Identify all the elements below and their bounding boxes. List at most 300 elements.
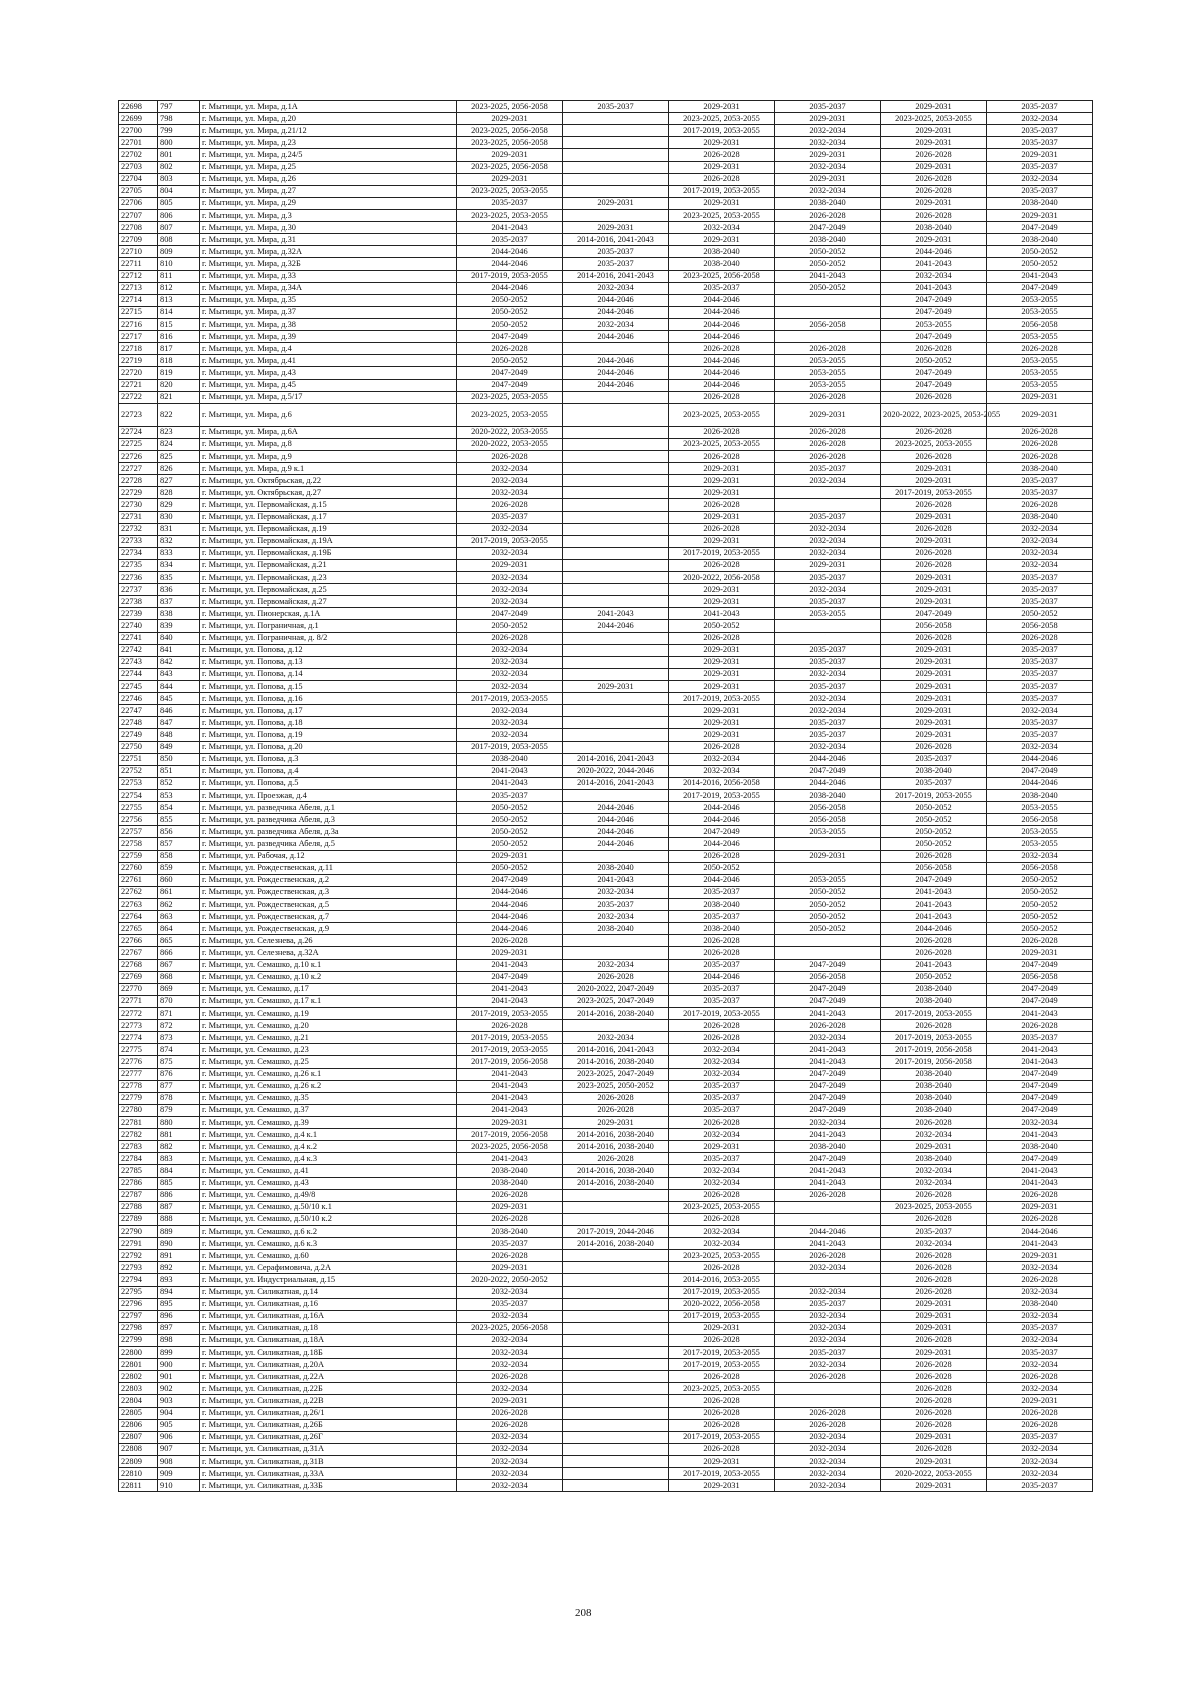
- table-row: [119, 185, 1093, 197]
- table-cell-id: 22780: [119, 1104, 158, 1116]
- table-cell-period-4: 2050-2052: [775, 923, 881, 935]
- table-cell-period-4: [775, 306, 881, 318]
- table-cell-period-5: 2029-2031: [881, 137, 987, 149]
- table-cell-period-2: 2032-2034: [563, 1032, 669, 1044]
- table-cell-period-4: 2047-2049: [775, 1068, 881, 1080]
- table-cell-period-1: 2017-2019, 2053-2055: [457, 1044, 563, 1056]
- table-cell-period-6: 2029-2031: [987, 149, 1093, 161]
- table-cell-id: 22743: [119, 656, 158, 668]
- table-cell-period-3: 2029-2031: [669, 161, 775, 173]
- table-cell-no: 824: [158, 438, 200, 450]
- table-row: [119, 1080, 1093, 1092]
- table-cell-period-2: 2044-2046: [563, 814, 669, 826]
- table-cell-period-5: 2050-2052: [881, 826, 987, 838]
- table-cell-period-2: [563, 511, 669, 523]
- table-cell-period-6: 2047-2049: [987, 1068, 1093, 1080]
- table-cell-period-6: 2050-2052: [987, 886, 1093, 898]
- table-cell-period-2: 2014-2016, 2041-2043: [563, 1044, 669, 1056]
- table-cell-period-4: 2053-2055: [775, 355, 881, 367]
- table-cell-address: г. Мытищи, ул. Силикатная, д.16А: [200, 1310, 457, 1322]
- table-cell-period-2: 2044-2046: [563, 620, 669, 632]
- table-cell-period-6: 2029-2031: [987, 1395, 1093, 1407]
- table-cell-no: 842: [158, 656, 200, 668]
- table-cell-period-1: 2041-2043: [457, 1080, 563, 1092]
- table-cell-period-1: 2032-2034: [457, 572, 563, 584]
- table-cell-period-4: 2026-2028: [775, 1407, 881, 1419]
- table-cell-no: 810: [158, 258, 200, 270]
- table-cell-period-6: 2041-2043: [987, 1238, 1093, 1250]
- table-cell-period-4: 2032-2034: [775, 693, 881, 705]
- table-cell-period-4: 2029-2031: [775, 403, 881, 426]
- table-cell-period-2: [563, 547, 669, 559]
- table-cell-period-2: [563, 1189, 669, 1201]
- table-cell-no: 831: [158, 523, 200, 535]
- table-cell-id: 22770: [119, 983, 158, 995]
- table-cell-id: 22804: [119, 1395, 158, 1407]
- table-row: [119, 1068, 1093, 1080]
- table-cell-period-5: 2041-2043: [881, 282, 987, 294]
- table-cell-address: г. Мытищи, ул. Семашко, д.21: [200, 1032, 457, 1044]
- table-cell-id: 22737: [119, 584, 158, 596]
- table-cell-address: г. Мытищи, ул. Семашко, д.6 к.2: [200, 1225, 457, 1237]
- table-cell-period-5: 2026-2028: [881, 1189, 987, 1201]
- table-cell-period-6: 2044-2046: [987, 1225, 1093, 1237]
- table-cell-period-5: 2029-2031: [881, 1431, 987, 1443]
- table-cell-period-6: 2026-2028: [987, 1371, 1093, 1383]
- table-cell-period-4: 2035-2037: [775, 463, 881, 475]
- table-cell-address: г. Мытищи, ул. Мира, д.5/17: [200, 391, 457, 403]
- table-cell-period-2: [563, 717, 669, 729]
- table-cell-period-6: 2032-2034: [987, 741, 1093, 753]
- table-cell-period-3: 2029-2031: [669, 487, 775, 499]
- table-cell-period-1: 2044-2046: [457, 886, 563, 898]
- table-cell-no: 898: [158, 1334, 200, 1346]
- table-cell-period-4: 2053-2055: [775, 826, 881, 838]
- table-cell-period-4: 2026-2028: [775, 1189, 881, 1201]
- table-cell-period-6: 2029-2031: [987, 391, 1093, 403]
- table-cell-period-5: 2029-2031: [881, 656, 987, 668]
- table-cell-id: 22757: [119, 826, 158, 838]
- table-cell-period-4: 2047-2049: [775, 959, 881, 971]
- table-cell-period-6: 2038-2040: [987, 197, 1093, 209]
- table-cell-address: г. Мытищи, ул. Семашко, д.10 к.2: [200, 971, 457, 983]
- table-cell-period-2: 2014-2016, 2041-2043: [563, 270, 669, 282]
- table-cell-period-4: 2032-2034: [775, 668, 881, 680]
- table-cell-no: 889: [158, 1225, 200, 1237]
- table-cell-id: 22810: [119, 1468, 158, 1480]
- table-cell-address: г. Мытищи, ул. Рождественская, д.3: [200, 886, 457, 898]
- table-cell-no: 834: [158, 559, 200, 571]
- table-cell-period-5: 2026-2028: [881, 947, 987, 959]
- table-cell-period-6: 2047-2049: [987, 222, 1093, 234]
- table-cell-period-3: 2029-2031: [669, 656, 775, 668]
- table-cell-period-5: 2026-2028: [881, 1250, 987, 1262]
- table-cell-id: 22753: [119, 777, 158, 789]
- table-cell-period-6: 2026-2028: [987, 1419, 1093, 1431]
- table-cell-period-4: 2050-2052: [775, 258, 881, 270]
- table-row: [119, 1298, 1093, 1310]
- table-row: [119, 1189, 1093, 1201]
- table-cell-period-2: 2044-2046: [563, 306, 669, 318]
- table-cell-period-6: 2041-2043: [987, 270, 1093, 282]
- table-cell-address: г. Мытищи, ул. Рождественская, д.9: [200, 923, 457, 935]
- table-cell-period-3: 2044-2046: [669, 318, 775, 330]
- table-cell-period-6: 2035-2037: [987, 1322, 1093, 1334]
- table-cell-id: 22761: [119, 874, 158, 886]
- table-cell-no: 856: [158, 826, 200, 838]
- table-cell-period-1: 2047-2049: [457, 874, 563, 886]
- table-cell-period-3: 2023-2025, 2053-2055: [669, 113, 775, 125]
- table-cell-period-2: [563, 741, 669, 753]
- table-cell-period-1: 2041-2043: [457, 765, 563, 777]
- table-cell-period-1: 2032-2034: [457, 729, 563, 741]
- table-cell-period-4: [775, 1213, 881, 1225]
- table-row: [119, 125, 1093, 137]
- table-cell-period-3: 2044-2046: [669, 331, 775, 343]
- table-cell-period-6: 2032-2034: [987, 850, 1093, 862]
- table-cell-period-6: 2035-2037: [987, 475, 1093, 487]
- table-cell-period-5: 2041-2043: [881, 899, 987, 911]
- table-cell-period-4: [775, 499, 881, 511]
- table-cell-period-1: 2044-2046: [457, 258, 563, 270]
- table-cell-address: г. Мытищи, ул. Силикатная, д.14: [200, 1286, 457, 1298]
- table-cell-address: г. Мытищи, ул. Силикатная, д.26Г: [200, 1431, 457, 1443]
- table-cell-period-6: 2035-2037: [987, 584, 1093, 596]
- table-cell-address: г. Мытищи, ул. Мира, д.6: [200, 403, 457, 426]
- table-cell-period-2: 2029-2031: [563, 222, 669, 234]
- table-cell-period-3: 2044-2046: [669, 838, 775, 850]
- table-cell-period-6: 2053-2055: [987, 379, 1093, 391]
- table-cell-address: г. Мытищи, ул. Первомайская, д.19Б: [200, 547, 457, 559]
- table-cell-period-6: 2053-2055: [987, 355, 1093, 367]
- table-cell-period-5: 2032-2034: [881, 1177, 987, 1189]
- table-cell-period-1: 2032-2034: [457, 681, 563, 693]
- table-cell-period-1: 2029-2031: [457, 149, 563, 161]
- table-cell-period-4: 2032-2034: [775, 137, 881, 149]
- table-cell-no: 804: [158, 185, 200, 197]
- table-cell-address: г. Мытищи, ул. Семашко, д.60: [200, 1250, 457, 1262]
- table-row: [119, 838, 1093, 850]
- table-cell-period-5: 2029-2031: [881, 1298, 987, 1310]
- table-cell-no: 892: [158, 1262, 200, 1274]
- table-cell-period-2: 2020-2022, 2047-2049: [563, 983, 669, 995]
- table-cell-period-3: 2026-2028: [669, 1262, 775, 1274]
- table-cell-period-6: 2035-2037: [987, 717, 1093, 729]
- table-cell-period-5: 2026-2028: [881, 1274, 987, 1286]
- table-cell-period-4: 2026-2028: [775, 1020, 881, 1032]
- table-cell-period-5: 2029-2031: [881, 693, 987, 705]
- table-cell-period-6: 2047-2049: [987, 1104, 1093, 1116]
- table-cell-period-4: 2032-2034: [775, 547, 881, 559]
- table-cell-no: 816: [158, 331, 200, 343]
- table-row: [119, 874, 1093, 886]
- table-cell-id: 22768: [119, 959, 158, 971]
- table-cell-period-5: 2056-2058: [881, 620, 987, 632]
- table-cell-period-3: 2026-2028: [669, 450, 775, 462]
- table-cell-period-2: [563, 790, 669, 802]
- table-cell-period-2: 2044-2046: [563, 838, 669, 850]
- table-cell-address: г. Мытищи, ул. Мира, д.23: [200, 137, 457, 149]
- table-cell-period-5: 2026-2028: [881, 1371, 987, 1383]
- table-cell-period-6: 2032-2034: [987, 113, 1093, 125]
- table-cell-no: 854: [158, 802, 200, 814]
- table-cell-period-6: 2038-2040: [987, 511, 1093, 523]
- table-cell-address: г. Мытищи, ул. Попова, д.19: [200, 729, 457, 741]
- table-cell-period-3: 2014-2016, 2056-2058: [669, 777, 775, 789]
- table-cell-period-2: 2044-2046: [563, 331, 669, 343]
- table-row: [119, 1480, 1093, 1492]
- table-cell-id: 22701: [119, 137, 158, 149]
- table-cell-id: 22803: [119, 1383, 158, 1395]
- table-cell-period-1: 2032-2034: [457, 475, 563, 487]
- table-cell-id: 22783: [119, 1141, 158, 1153]
- table-cell-period-5: 2032-2034: [881, 270, 987, 282]
- table-cell-period-5: 2026-2028: [881, 173, 987, 185]
- table-cell-id: 22800: [119, 1347, 158, 1359]
- table-cell-period-3: 2026-2028: [669, 1020, 775, 1032]
- table-cell-no: 839: [158, 620, 200, 632]
- table-cell-period-4: 2032-2034: [775, 741, 881, 753]
- table-cell-address: г. Мытищи, ул. Рождественская, д.7: [200, 911, 457, 923]
- table-cell-period-1: 2017-2019, 2053-2055: [457, 1007, 563, 1019]
- table-cell-address: г. Мытищи, ул. Мира, д.24/5: [200, 149, 457, 161]
- table-cell-period-3: 2044-2046: [669, 802, 775, 814]
- table-cell-period-4: [775, 1274, 881, 1286]
- table-row: [119, 197, 1093, 209]
- table-cell-period-1: 2026-2028: [457, 450, 563, 462]
- table-cell-period-6: 2050-2052: [987, 258, 1093, 270]
- table-cell-period-5: 2032-2034: [881, 1238, 987, 1250]
- table-cell-period-3: 2020-2022, 2056-2058: [669, 1298, 775, 1310]
- table-cell-period-1: 2050-2052: [457, 826, 563, 838]
- table-cell-period-6: 2056-2058: [987, 971, 1093, 983]
- table-cell-id: 22724: [119, 426, 158, 438]
- table-cell-id: 22769: [119, 971, 158, 983]
- table-row: [119, 1153, 1093, 1165]
- table-cell-no: 812: [158, 282, 200, 294]
- table-cell-period-2: 2044-2046: [563, 294, 669, 306]
- table-cell-period-6: 2044-2046: [987, 753, 1093, 765]
- table-cell-period-4: 2035-2037: [775, 656, 881, 668]
- table-cell-period-1: 2044-2046: [457, 246, 563, 258]
- table-cell-period-6: 2056-2058: [987, 862, 1093, 874]
- table-cell-no: 797: [158, 101, 200, 113]
- table-cell-period-3: 2017-2019, 2053-2055: [669, 1359, 775, 1371]
- table-cell-period-6: 2035-2037: [987, 125, 1093, 137]
- table-cell-period-4: 2047-2049: [775, 1092, 881, 1104]
- table-cell-period-4: 2050-2052: [775, 282, 881, 294]
- table-cell-no: 871: [158, 1007, 200, 1019]
- table-cell-no: 802: [158, 161, 200, 173]
- table-cell-no: 827: [158, 475, 200, 487]
- table-cell-period-4: 2026-2028: [775, 209, 881, 221]
- table-cell-id: 22760: [119, 862, 158, 874]
- table-cell-period-5: 2035-2037: [881, 777, 987, 789]
- table-cell-id: 22781: [119, 1116, 158, 1128]
- table-cell-period-6: 2050-2052: [987, 911, 1093, 923]
- table-cell-period-1: 2029-2031: [457, 1262, 563, 1274]
- table-row: [119, 426, 1093, 438]
- table-cell-address: г. Мытищи, ул. Силикатная, д.18А: [200, 1334, 457, 1346]
- table-cell-period-6: 2026-2028: [987, 499, 1093, 511]
- table-cell-period-6: 2047-2049: [987, 1080, 1093, 1092]
- table-cell-period-4: 2041-2043: [775, 1177, 881, 1189]
- table-cell-period-6: 2035-2037: [987, 681, 1093, 693]
- table-cell-address: г. Мытищи, ул. Семашко, д.26 к.2: [200, 1080, 457, 1092]
- table-cell-period-3: 2026-2028: [669, 1213, 775, 1225]
- table-cell-period-2: [563, 1419, 669, 1431]
- table-cell-period-6: 2035-2037: [987, 1032, 1093, 1044]
- table-cell-period-5: 2029-2031: [881, 681, 987, 693]
- table-cell-no: 887: [158, 1201, 200, 1213]
- table-row: [119, 1165, 1093, 1177]
- table-cell-id: 22750: [119, 741, 158, 753]
- table-cell-no: 805: [158, 197, 200, 209]
- table-cell-id: 22799: [119, 1334, 158, 1346]
- table-cell-period-5: 2026-2028: [881, 547, 987, 559]
- table-cell-period-1: 2032-2034: [457, 656, 563, 668]
- table-cell-period-6: 2026-2028: [987, 935, 1093, 947]
- table-cell-address: г. Мытищи, ул. Первомайская, д.19: [200, 523, 457, 535]
- table-cell-period-6: 2050-2052: [987, 246, 1093, 258]
- table-cell-address: г. Мытищи, ул. Мира, д.26: [200, 173, 457, 185]
- table-cell-period-5: 2044-2046: [881, 246, 987, 258]
- table-cell-period-5: 2047-2049: [881, 306, 987, 318]
- table-cell-address: г. Мытищи, ул. Первомайская, д.25: [200, 584, 457, 596]
- table-cell-period-1: 2050-2052: [457, 294, 563, 306]
- table-cell-period-5: 2029-2031: [881, 668, 987, 680]
- table-cell-no: 841: [158, 644, 200, 656]
- table-cell-period-3: 2026-2028: [669, 499, 775, 511]
- table-cell-period-1: 2017-2019, 2053-2055: [457, 693, 563, 705]
- table-cell-no: 799: [158, 125, 200, 137]
- table-cell-address: г. Мытищи, ул. Первомайская, д.27: [200, 596, 457, 608]
- table-cell-period-6: 2053-2055: [987, 802, 1093, 814]
- table-cell-period-2: [563, 137, 669, 149]
- table-cell-period-2: [563, 209, 669, 221]
- table-cell-address: г. Мытищи, ул. Пограничная, д. 8/2: [200, 632, 457, 644]
- table-cell-period-4: 2029-2031: [775, 173, 881, 185]
- table-cell-period-6: 2032-2034: [987, 1116, 1093, 1128]
- table-cell-period-6: 2032-2034: [987, 173, 1093, 185]
- table-cell-period-3: 2026-2028: [669, 426, 775, 438]
- table-cell-period-6: 2035-2037: [987, 668, 1093, 680]
- table-cell-period-5: 2032-2034: [881, 1129, 987, 1141]
- table-cell-period-3: 2029-2031: [669, 511, 775, 523]
- table-cell-period-2: 2044-2046: [563, 802, 669, 814]
- table-cell-address: г. Мытищи, ул. Попова, д.20: [200, 741, 457, 753]
- table-cell-period-3: 2023-2025, 2053-2055: [669, 1250, 775, 1262]
- table-row: [119, 656, 1093, 668]
- table-cell-period-6: 2035-2037: [987, 1480, 1093, 1492]
- table-row: [119, 343, 1093, 355]
- table-row: [119, 911, 1093, 923]
- table-cell-period-5: 2038-2040: [881, 995, 987, 1007]
- table-row: [119, 1443, 1093, 1455]
- table-cell-period-3: 2044-2046: [669, 294, 775, 306]
- table-cell-period-1: 2026-2028: [457, 343, 563, 355]
- table-cell-period-3: 2032-2034: [669, 1165, 775, 1177]
- table-cell-period-6: 2032-2034: [987, 535, 1093, 547]
- table-cell-period-3: 2029-2031: [669, 137, 775, 149]
- table-cell-id: 22806: [119, 1419, 158, 1431]
- table-cell-id: 22721: [119, 379, 158, 391]
- table-cell-id: 22730: [119, 499, 158, 511]
- table-cell-no: 909: [158, 1468, 200, 1480]
- table-cell-no: 904: [158, 1407, 200, 1419]
- table-cell-period-2: 2014-2016, 2038-2040: [563, 1177, 669, 1189]
- table-cell-period-4: 2044-2046: [775, 777, 881, 789]
- table-cell-period-1: 2026-2028: [457, 499, 563, 511]
- table-cell-period-3: 2035-2037: [669, 1092, 775, 1104]
- table-cell-period-5: 2047-2049: [881, 367, 987, 379]
- table-row: [119, 1407, 1093, 1419]
- table-cell-no: 830: [158, 511, 200, 523]
- table-cell-no: 850: [158, 753, 200, 765]
- table-cell-period-5: 2038-2040: [881, 222, 987, 234]
- table-cell-no: 873: [158, 1032, 200, 1044]
- table-cell-period-5: 2026-2028: [881, 1213, 987, 1225]
- table-cell-no: 819: [158, 367, 200, 379]
- table-cell-period-6: 2053-2055: [987, 367, 1093, 379]
- table-cell-period-1: 2044-2046: [457, 911, 563, 923]
- table-cell-period-1: 2050-2052: [457, 306, 563, 318]
- table-cell-address: г. Мытищи, ул. Силикатная, д.18: [200, 1322, 457, 1334]
- table-cell-no: 883: [158, 1153, 200, 1165]
- table-cell-period-6: 2032-2034: [987, 705, 1093, 717]
- table-cell-address: г. Мытищи, ул. Мира, д.32А: [200, 246, 457, 258]
- table-cell-id: 22795: [119, 1286, 158, 1298]
- table-row: [119, 971, 1093, 983]
- table-cell-no: 877: [158, 1080, 200, 1092]
- table-cell-period-1: 2041-2043: [457, 1068, 563, 1080]
- table-row: [119, 1141, 1093, 1153]
- table-cell-period-4: 2047-2049: [775, 1153, 881, 1165]
- table-cell-period-1: 2035-2037: [457, 234, 563, 246]
- table-cell-period-1: 2032-2034: [457, 463, 563, 475]
- table-cell-period-1: 2017-2019, 2056-2058: [457, 1129, 563, 1141]
- table-cell-address: г. Мытищи, ул. Семашко, д.6 к.3: [200, 1238, 457, 1250]
- table-cell-period-5: 2029-2031: [881, 1310, 987, 1322]
- table-cell-period-3: 2038-2040: [669, 923, 775, 935]
- table-cell-period-2: [563, 173, 669, 185]
- table-cell-period-4: [775, 294, 881, 306]
- table-cell-period-1: 2050-2052: [457, 862, 563, 874]
- table-cell-period-2: 2032-2034: [563, 886, 669, 898]
- table-row: [119, 741, 1093, 753]
- table-cell-address: г. Мытищи, ул. Семашко, д.17: [200, 983, 457, 995]
- table-cell-id: 22776: [119, 1056, 158, 1068]
- table-cell-period-3: 2032-2034: [669, 765, 775, 777]
- table-cell-id: 22736: [119, 572, 158, 584]
- table-cell-id: 22706: [119, 197, 158, 209]
- table-cell-address: г. Мытищи, ул. Попова, д.18: [200, 717, 457, 729]
- table-cell-period-1: 2038-2040: [457, 1225, 563, 1237]
- table-cell-period-5: 2041-2043: [881, 886, 987, 898]
- table-row: [119, 1129, 1093, 1141]
- table-cell-period-2: 2029-2031: [563, 197, 669, 209]
- table-cell-id: 22808: [119, 1443, 158, 1455]
- table-cell-period-6: 2026-2028: [987, 1213, 1093, 1225]
- table-cell-id: 22785: [119, 1165, 158, 1177]
- table-cell-period-4: 2050-2052: [775, 886, 881, 898]
- table-cell-no: 882: [158, 1141, 200, 1153]
- table-cell-id: 22731: [119, 511, 158, 523]
- table-cell-address: г. Мытищи, ул. Силикатная, д.33А: [200, 1468, 457, 1480]
- table-cell-id: 22763: [119, 899, 158, 911]
- table-cell-period-6: 2032-2034: [987, 1310, 1093, 1322]
- table-cell-no: 906: [158, 1431, 200, 1443]
